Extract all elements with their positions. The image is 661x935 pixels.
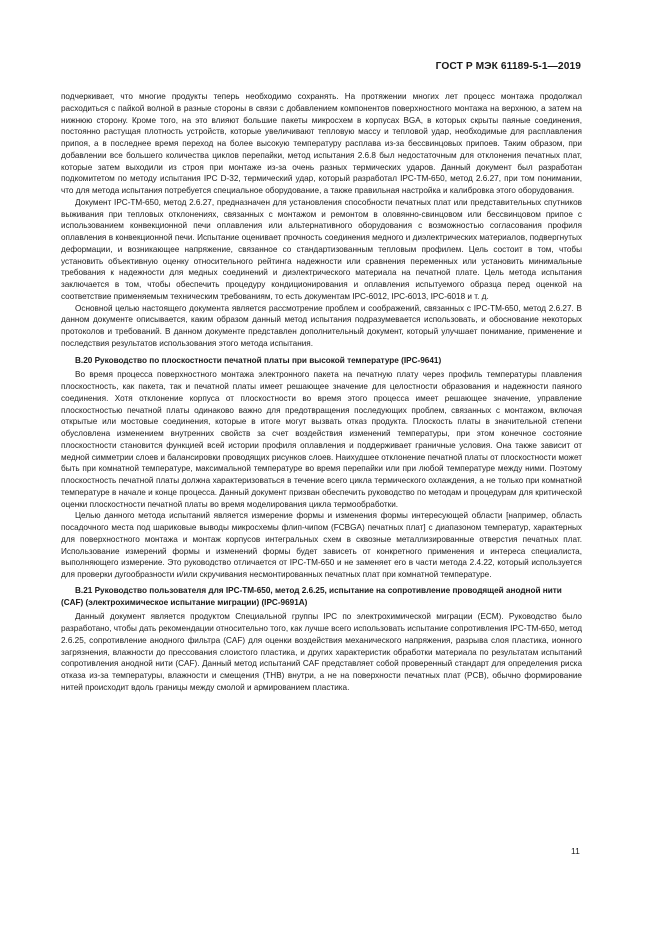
document-body — [61, 91, 582, 694]
section-heading-b20: В.20 Руководство по плоскостности печатной платы при высокой температуре (IPC-9641) — [75, 355, 442, 365]
paragraph: подчеркивает, что многие продукты теперь необходимо сохранять. На протяжении многих лет процесс монтажа продолжал расходиться с пайкой волной в разные стороны в связи с добавлением компонентов поверхностного монтажа на верхнюю, а затем на нижнюю сторону. Кроме того, на это влияют большие пакеты микросхем в корпусах BGA, в которых скрыты паяные соединения, постоянно растущая плотность устройств, которые увеличивают тепловую массу и тепловой удар, необходимые для расплавления припоя, а в последнее время переход на более высокую температуру расплава из-за бессвинцовых припоев. Таким образом, при добавлении все большего количества циклов перепайки, метод испытания 2.6.8 был недостаточным для отклонения печатных плат, которые затем выходили из строя при монтаже из-за очень разных термических ударов. Данный документ был разработан подкомитетом по методу испытания IPC D-32, термический удар, который разработал IPC-TM-650, метод 2.6.27, при том понимании, что для метода испытания потребуется специальное оборудование, а также правильная настройка и калибровка этого оборудования. — [61, 92, 582, 195]
section-heading-b21: В.21 Руководство пользователя для IPC-TM-650, метод 2.6.25, испытание на сопротивление проводящей анодной нити (CAF) (электрохимическое испытание миграции) (IPC-9691A) — [61, 585, 562, 607]
paragraph: Основной целью настоящего документа является рассмотрение проблем и соображений, связанных с IPC-TM-650, метод 2.6.27. В данном документе описывается, каким образом данный метод испытания подразумевается использовать, и обоснование некоторых протоколов и требований. В данном документе представлен дополнительный документ, который улучшает понимание, применение и последствия результатов использования этого метода испытания. — [61, 303, 582, 348]
paragraph: Целью данного метода испытаний является измерение формы и изменения формы интересующей области [например, область посадочного места под шариковые выводы микросхемы флип-чипом (FCBGA) печатных плат] с диапазоном температур, характерных для поверхностного монтажа и монтаж корпусов интегральных схем в сквозные металлизированные отверстия печатных плат. Использование измерений формы и изменений формы будет зависеть от конкретного применения и интереса специалиста, выполняющего измерение. Это руководство отличается от IPC-TM-650 и не заменяет его в части метода 2.4.22, который используется для проверки дугообразности и/или скручивания несмонтированных печатных плат при комнатной температуре. — [61, 511, 582, 579]
document-code-header: ГОСТ Р МЭК 61189-5-1—2019 — [435, 61, 581, 72]
paragraph: Данный документ является продуктом Специальной группы IPC по электрохимической миграции (ECM). Руководство было разработано, чтобы дать рекомендации относительно того, как лучше всего использовать испытание сопротивления IPC-TM-650, метод 2.6.25, сопротивление анодного фильтра (CAF) для оценки воздействия механического напряжения, разрыва слоя пластика, ионного загрязнения, влажности до прессования слоистого пластика, и других характеристик обработки материала по результатам испытаний сопротивления анодной нити (CAF). Данный метод испытаний CAF представляет собой проверенный стандарт для определения риска отказа из-за температуры, влажности и смещения (THB) внутри, а не на поверхности печатных плат (PCB), обычно формирование нитей происходит вдоль границы между смолой и армированием пластика. — [61, 612, 582, 692]
paragraph: Документ IPC-TM-650, метод 2.6.27, предназначен для установления способности печатных плат или представительных спутников выживания при тепловых отклонениях, связанных с монтажом и ремонтом в оловянно-свинцовом или бессвинцовом припое с использованием конвекционной печи оплавления или альтернативного оборудования с возможностью согласования профиля оплавления в конвекционной печи. Испытание оценивает прочность соединения медного и диэлектрических материалов, подвергнутых деформации, и возникающее напряжение, связанное со стандартизованным тепловым профилем. Цель состоит в том, чтобы установить объективную оценку относительного рейтинга надежности или сравнения переменных или установить минимальные требования к надежности для медных соединений и диэлектрического материала на печатной плате. Цель метода испытания заключается в том, чтобы обеспечить процедуру кондиционирования и оплавления испытуемого образца перед оценкой на соответствие применяемым техническим требованиям, то есть документам IPC-6012, IPC-6013, IPC-6018 и т. д. — [61, 197, 582, 301]
page-number: 11 — [571, 846, 580, 856]
paragraph: Во время процесса поверхностного монтажа электронного пакета на печатную плату через профиль температуры плавления плоскостность, как пакета, так и печатной платы имеет решающее значение для целостности образования и надежности паяного соединения. Хотя отклонение корпуса от плоскостности во время этого процесса имеет решающее значение, управление плоскостностью печатной платы одинаково важно для предотвращения последующих проблем, связанных с монтажом, включая открытые или мостовые соединения, которые в итоге могут вызвать отказ продукта. Плоскость платы в значительной степени обусловлена изменением внутренних свойств за счет воздействия изменений температуры, при этом конечное состояние плоскостности становится функцией всей истории профиля оплавления и поддерживает граничные условия. Она также зависит от медной симметрии слоев и балансировки проводящих рисунков слоев. Наихудшее отклонение печатной платы от плоскостности может быть при комнатной температуре, максимальной температуре во время перепайки или при любой температуре между ними. Поэтому плоскостность печатной платы должна характеризоваться в течение всего цикла термического охлаждения, а не только при комнатной температуре в начале и конце процесса. Данный документ призван обеспечить руководство по методам и процедурам для критической оценки плоскостности печатной платы во время моделирования цикла термообработки. — [61, 370, 582, 509]
